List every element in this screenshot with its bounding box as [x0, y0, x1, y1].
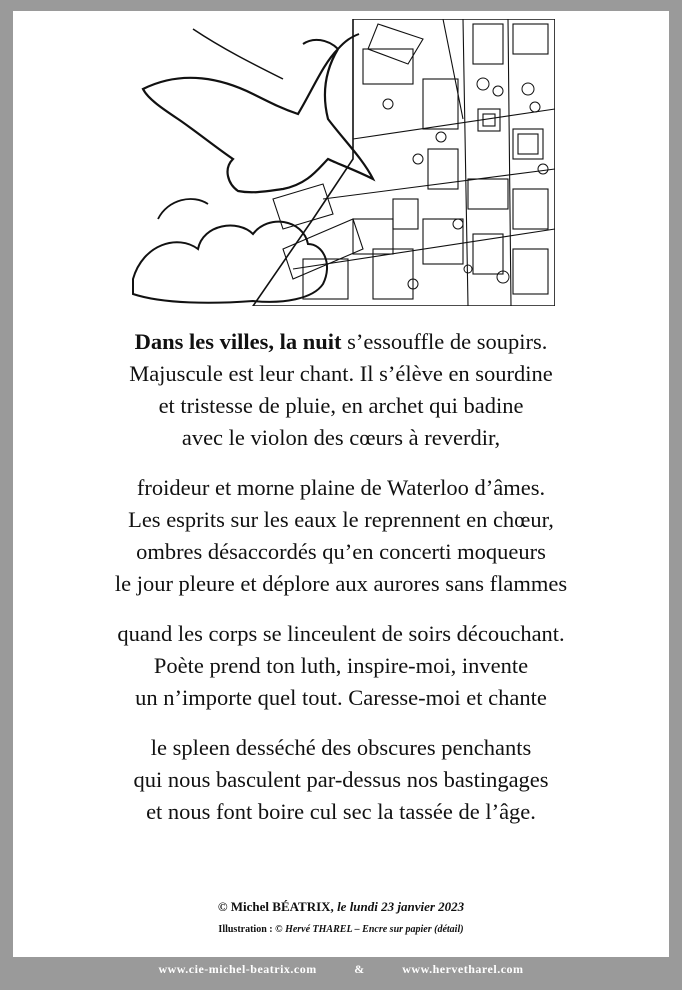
poem-line: le jour pleure et déplore aux aurores sans flammes	[114, 571, 568, 596]
signature-date: le lundi 23 janvier 2023	[333, 899, 465, 914]
footer-separator: &	[354, 962, 365, 976]
poem-card	[13, 11, 669, 957]
poem-line: froideur et morne plaine de Waterloo d’âmes.	[136, 475, 546, 500]
author-name: © Michel BÉATRIX,	[217, 899, 334, 914]
poem-text	[13, 326, 669, 846]
footer-links	[0, 962, 682, 982]
stanza-1	[13, 326, 669, 454]
poem-line: avec le violon des cœurs à reverdir,	[181, 425, 501, 450]
poem-line: le spleen desséché des obscures penchants	[150, 735, 532, 760]
stanza-3	[13, 618, 669, 714]
credit-label: Illustration : ©	[218, 924, 286, 935]
poem-line: Majuscule est leur chant. Il s’élève en sourdine	[129, 361, 553, 386]
credit-detail: Hervé THAREL – Encre sur papier (détail)	[285, 924, 464, 935]
poem-line: quand les corps se linceulent de soirs découchant.	[117, 621, 565, 646]
author-signature	[13, 899, 669, 915]
illustration-credit	[13, 924, 669, 935]
poem-line: un n’importe quel tout. Caresse-moi et chante	[135, 685, 547, 710]
poem-line: Les esprits sur les eaux le reprennent en chœur,	[128, 507, 554, 532]
poem-line: qui nous basculent par-dessus nos bastingages	[133, 767, 549, 792]
stanza-4	[13, 732, 669, 828]
stanza-2	[13, 472, 669, 600]
poem-line: Poète prend ton luth, inspire-moi, invente	[153, 653, 529, 678]
poem-line-rest: s’essouffle de soupirs.	[341, 329, 548, 354]
poem-line: ombres désaccordés qu’en concerti moqueurs	[136, 539, 546, 564]
ink-illustration	[123, 19, 555, 306]
link-cie-michel-beatrix[interactable]: www.cie-michel-beatrix.com	[158, 962, 317, 976]
poem-line	[13, 326, 669, 358]
poem-line: et tristesse de pluie, en archet qui badine	[158, 393, 524, 418]
poem-opening-bold: Dans les villes, la nuit	[134, 329, 342, 354]
city-bird-drawing	[123, 19, 555, 306]
poem-line: et nous font boire cul sec la tassée de l’âge.	[146, 799, 536, 824]
link-hervetharel[interactable]: www.hervetharel.com	[402, 962, 524, 976]
